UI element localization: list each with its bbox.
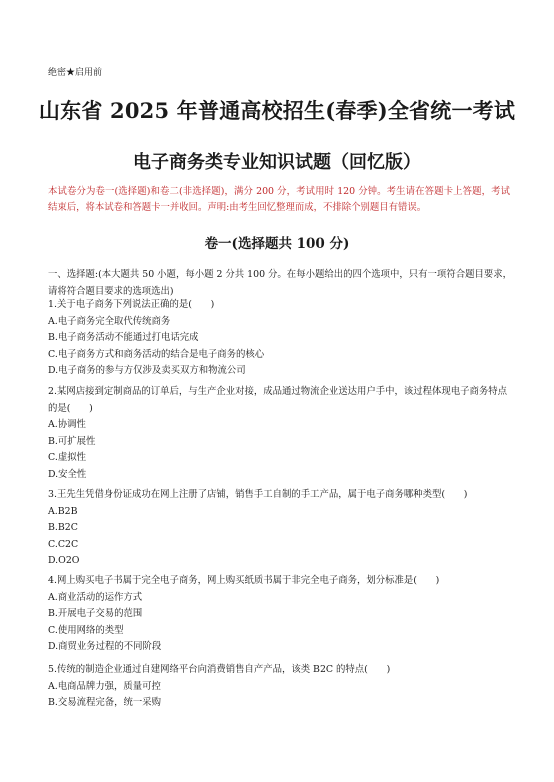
section-instructions: 一、选择题:(本大题共 50 小题，每小题 2 分共 100 分。在每小题给出的四个选项中，只有一项符合题目要求，请将符合题目要求的选项选出)	[48, 269, 512, 297]
option-b: B.B2C	[48, 522, 78, 534]
option-b: B.交易流程完备，统一采购	[48, 697, 161, 709]
option-b: B.电子商务活动不能通过打电话完成	[48, 332, 199, 344]
question-stem: 2.某网店接到定制商品的订单后，与生产企业对接，成品通过物流企业送达用户手中，该过程体现电子商务特点的是( )	[48, 386, 507, 414]
exam-notice: 本试卷分为卷一(选择题)和卷二(非选择题)，满分 200 分，考试用时 120 分钟。考生请在答题卡上答题，考试结束后，将本试卷和答题卡一并收回。声明:由考生回忆整理而成，不排除个别题目有错误。	[48, 186, 510, 213]
option-a: A.电商品牌力强，质量可控	[48, 680, 161, 692]
question-1	[48, 297, 514, 380]
option-a: A.商业活动的运作方式	[48, 591, 143, 603]
option-b: B.可扩展性	[48, 435, 96, 447]
secret-mark: 绝密★启用前	[48, 68, 103, 78]
question-3	[48, 487, 514, 570]
question-5	[48, 662, 514, 712]
option-c: C.使用网络的类型	[48, 624, 124, 636]
option-d: D.电子商务的参与方仅涉及卖买双方和物流公司	[48, 365, 246, 377]
option-d: D.商贸业务过程的不同阶段	[48, 641, 162, 653]
option-c: C.电子商务方式和商务活动的结合是电子商务的核心	[48, 348, 265, 360]
question-4	[48, 573, 514, 656]
question-stem: 3.王先生凭借身份证成功在网上注册了店铺，销售手工自制的手工产品，属于电子商务哪种类型( )	[48, 489, 468, 500]
option-c: C.C2C	[48, 538, 79, 550]
question-stem: 1.关于电子商务下列说法正确的是( )	[48, 299, 215, 310]
option-d: D.O2O	[48, 555, 80, 567]
question-stem: 4.网上购买电子书属于完全电子商务，网上购买纸质书属于非完全电子商务，划分标准是( )	[48, 575, 440, 586]
option-b: B.开展电子交易的范围	[48, 608, 143, 620]
question-2	[48, 384, 514, 484]
option-c: C.虚拟性	[48, 452, 86, 464]
option-d: D.安全性	[48, 468, 87, 480]
question-stem: 5.传统的制造企业通过自建网络平台向消费销售自产产品，该类 B2C 的特点( )	[48, 664, 391, 675]
section-title: 卷一(选择题共 100 分)	[204, 236, 350, 252]
exam-title: 山东省 2025 年普通高校招生(春季)全省统一考试	[38, 98, 516, 123]
option-a: A.B2B	[48, 505, 78, 517]
option-a: A.电子商务完全取代传统商务	[48, 315, 171, 327]
exam-subtitle: 电子商务类专业知识试题（回忆版）	[133, 152, 421, 173]
option-a: A.协调性	[48, 419, 86, 431]
